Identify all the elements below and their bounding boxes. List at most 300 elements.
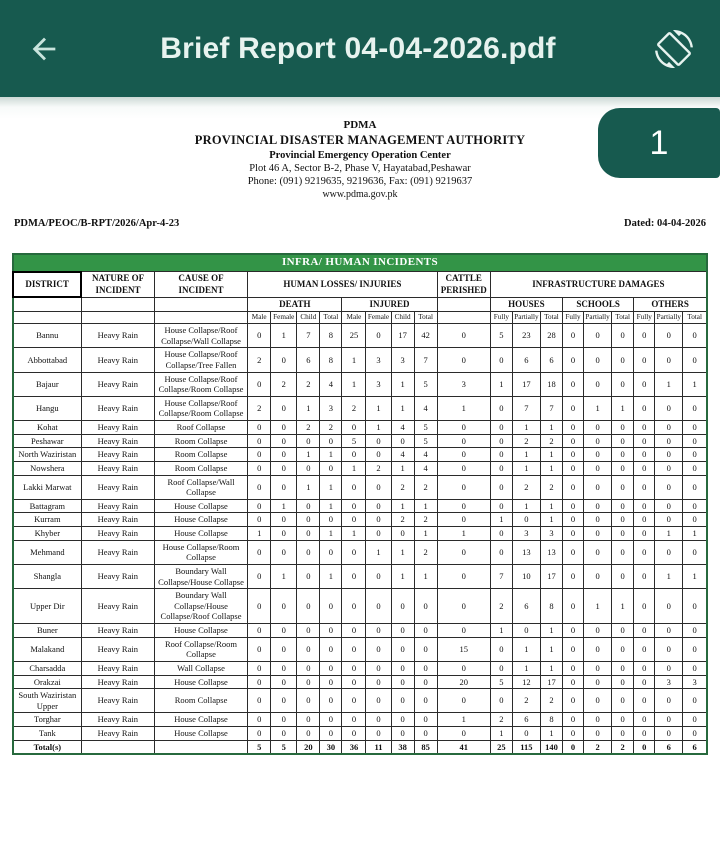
cause-cell: Boundary Wall Collapse/House Collapse/Roof Collapse (154, 589, 247, 624)
death_child-cell: 1 (297, 475, 320, 499)
injured_female-cell: 3 (366, 348, 391, 372)
houses_fully-cell: 0 (490, 434, 512, 448)
district-cell: Buner (13, 624, 81, 638)
houses_partially-cell: 23 (512, 324, 540, 348)
schools_fully-cell: 0 (563, 513, 584, 527)
death_female-cell: 0 (271, 727, 297, 741)
houses_total-cell: 1 (540, 448, 562, 462)
death_female-cell: 1 (271, 564, 297, 588)
header-others-partially: Partially (655, 312, 683, 324)
others_partially-cell: 0 (655, 540, 683, 564)
injured_total-cell: 4 (414, 461, 437, 475)
houses_total-cell: 1 (540, 637, 562, 661)
houses_partially-cell: 13 (512, 540, 540, 564)
injured_total-cell: 0 (414, 589, 437, 624)
houses_fully-cell: 0 (490, 421, 512, 435)
others_total-cell: 0 (683, 434, 707, 448)
death_total-cell: 1 (320, 448, 342, 462)
schools_partially-cell: 0 (584, 499, 612, 513)
injured_male-cell: 0 (342, 448, 366, 462)
header-cattle: CATTLE PERISHED (437, 272, 490, 298)
death_male-cell: 0 (248, 689, 271, 713)
injured_child-cell: 4 (391, 421, 414, 435)
death_child-cell: 0 (297, 661, 320, 675)
injured_female-cell: 0 (366, 564, 391, 588)
incident-table-foot (13, 740, 707, 754)
injured_male-cell: 0 (342, 540, 366, 564)
others_fully-cell: 0 (634, 448, 655, 462)
cause-cell: Roof Collapse/Wall Collapse (154, 475, 247, 499)
others_total-cell: 1 (683, 372, 707, 396)
district-cell: Khyber (13, 527, 81, 541)
death_total-cell: 2 (320, 421, 342, 435)
district-cell: Kohat (13, 421, 81, 435)
district-cell: Bannu (13, 324, 81, 348)
header-houses: HOUSES (490, 297, 562, 311)
death_female-cell: 0 (271, 675, 297, 689)
injured_female-cell: 0 (366, 527, 391, 541)
district-cell: Orakzai (13, 675, 81, 689)
injured_male-cell: 0 (342, 499, 366, 513)
cause-cell: Roof Collapse/Room Collapse (154, 637, 247, 661)
nature-cell: Heavy Rain (81, 689, 154, 713)
death_male-cell: 0 (248, 589, 271, 624)
injured_child-cell: 0 (391, 589, 414, 624)
schools_fully-cell: 0 (563, 396, 584, 420)
death_male-cell: 0 (248, 434, 271, 448)
district-cell: Mehmand (13, 540, 81, 564)
cause-cell: House Collapse/Roof Collapse/Wall Collapse (154, 324, 247, 348)
houses_partially-cell: 17 (512, 372, 540, 396)
others_fully-cell: 0 (634, 727, 655, 741)
houses_partially-cell: 10 (512, 564, 540, 588)
death_male-cell: 0 (248, 372, 271, 396)
district-cell: Hangu (13, 396, 81, 420)
rotate-screen-button[interactable] (650, 25, 698, 73)
schools_total-cell: 0 (612, 475, 634, 499)
injured_male-cell: 0 (342, 475, 366, 499)
table-row (13, 675, 707, 689)
injured_total-cell: 0 (414, 624, 437, 638)
death_female-cell: 0 (271, 448, 297, 462)
schools_total-cell: 0 (612, 637, 634, 661)
nature-cell: Heavy Rain (81, 461, 154, 475)
death_total-cell: 0 (320, 540, 342, 564)
district-cell: Abbottabad (13, 348, 81, 372)
death_male-cell: 0 (248, 324, 271, 348)
table-row (13, 564, 707, 588)
cattle_perished-cell: 0 (437, 564, 490, 588)
others_total-cell: 0 (683, 324, 707, 348)
header-district: DISTRICT (13, 272, 81, 298)
back-button[interactable] (22, 27, 66, 71)
death_female-cell: 0 (271, 713, 297, 727)
others_fully-cell: 0 (634, 675, 655, 689)
injured_total-cell: 5 (414, 434, 437, 448)
schools_partially-cell: 0 (584, 448, 612, 462)
schools_total-cell: 0 (612, 713, 634, 727)
totals-label-cell: Total(s) (13, 740, 81, 754)
death_total-cell: 0 (320, 689, 342, 713)
schools_total-cell: 0 (612, 348, 634, 372)
header-spacer (437, 297, 490, 311)
cattle_perished-cell: 0 (437, 475, 490, 499)
death_male-cell: 0 (248, 421, 271, 435)
injured_male-cell: 0 (342, 689, 366, 713)
schools_fully-cell: 0 (563, 624, 584, 638)
header-injured-female: Female (366, 312, 391, 324)
houses_fully-cell: 2 (490, 589, 512, 624)
others_partially-cell: 0 (655, 396, 683, 420)
death_male-cell: 0 (248, 499, 271, 513)
injured_child-cell: 0 (391, 713, 414, 727)
injured_total-cell: 2 (414, 513, 437, 527)
injured_total-cell: 1 (414, 527, 437, 541)
nature-cell: Heavy Rain (81, 589, 154, 624)
cause-cell: House Collapse (154, 527, 247, 541)
nature-cell: Heavy Rain (81, 675, 154, 689)
injured_female-cell: 0 (366, 713, 391, 727)
injured_total-cell: 0 (414, 727, 437, 741)
houses_total-total-cell: 140 (540, 740, 562, 754)
others_total-cell: 0 (683, 396, 707, 420)
others_total-cell: 0 (683, 348, 707, 372)
injured_male-cell: 1 (342, 527, 366, 541)
nature-cell: Heavy Rain (81, 727, 154, 741)
houses_total-cell: 1 (540, 513, 562, 527)
death_male-cell: 2 (248, 396, 271, 420)
injured_child-cell: 2 (391, 475, 414, 499)
injured_female-cell: 0 (366, 689, 391, 713)
cause-cell: House Collapse/Roof Collapse/Tree Fallen (154, 348, 247, 372)
header-death: DEATH (248, 297, 342, 311)
schools_total-cell: 0 (612, 564, 634, 588)
houses_fully-cell: 0 (490, 448, 512, 462)
app-bar (0, 0, 720, 97)
district-cell: Charsadda (13, 661, 81, 675)
houses_fully-cell: 0 (490, 661, 512, 675)
death_total-cell: 0 (320, 727, 342, 741)
table-row (13, 396, 707, 420)
schools_total-cell: 0 (612, 540, 634, 564)
table-row (13, 513, 707, 527)
injured_female-cell: 0 (366, 589, 391, 624)
others_fully-cell: 0 (634, 589, 655, 624)
death_child-cell: 0 (297, 689, 320, 713)
death_male-cell: 0 (248, 461, 271, 475)
death_total-cell: 1 (320, 499, 342, 513)
houses_partially-cell: 3 (512, 527, 540, 541)
death_total-cell: 3 (320, 396, 342, 420)
cause-cell: House Collapse (154, 675, 247, 689)
death_male-cell: 0 (248, 624, 271, 638)
arrow-left-icon (27, 32, 61, 66)
cattle_perished-total-cell: 41 (437, 740, 490, 754)
schools_fully-cell: 0 (563, 540, 584, 564)
schools_fully-cell: 0 (563, 689, 584, 713)
schools_total-cell: 0 (612, 527, 634, 541)
schools_total-cell: 0 (612, 513, 634, 527)
nature-cell: Heavy Rain (81, 624, 154, 638)
schools_partially-cell: 0 (584, 624, 612, 638)
header-death-total: Total (320, 312, 342, 324)
others_partially-cell: 1 (655, 527, 683, 541)
table-row (13, 624, 707, 638)
cattle_perished-cell: 1 (437, 396, 490, 420)
injured_female-cell: 1 (366, 396, 391, 420)
table-row (13, 475, 707, 499)
houses_total-cell: 2 (540, 475, 562, 499)
table-row (13, 372, 707, 396)
houses_fully-cell: 0 (490, 540, 512, 564)
district-cell: Malakand (13, 637, 81, 661)
others_partially-cell: 0 (655, 513, 683, 527)
schools_fully-total-cell: 0 (563, 740, 584, 754)
district-cell: Shangla (13, 564, 81, 588)
death_child-cell: 6 (297, 348, 320, 372)
screen-rotation-icon (655, 30, 693, 68)
schools_partially-cell: 0 (584, 540, 612, 564)
header-human-losses: HUMAN LOSSES/ INJURIES (248, 272, 438, 298)
table-row (13, 527, 707, 541)
schools_partially-cell: 0 (584, 372, 612, 396)
death_female-cell: 0 (271, 624, 297, 638)
others_total-cell: 0 (683, 589, 707, 624)
others_partially-cell: 0 (655, 448, 683, 462)
death_male-cell: 1 (248, 527, 271, 541)
others_fully-cell: 0 (634, 372, 655, 396)
houses_partially-cell: 1 (512, 637, 540, 661)
schools_total-cell: 0 (612, 448, 634, 462)
houses_partially-cell: 0 (512, 727, 540, 741)
injured_female-cell: 0 (366, 727, 391, 741)
others_total-cell: 0 (683, 461, 707, 475)
district-cell: Battagram (13, 499, 81, 513)
death_child-cell: 0 (297, 624, 320, 638)
houses_total-cell: 2 (540, 434, 562, 448)
injured_male-cell: 0 (342, 713, 366, 727)
nature-cell: Heavy Rain (81, 396, 154, 420)
injured_female-cell: 0 (366, 324, 391, 348)
schools_partially-cell: 0 (584, 348, 612, 372)
injured_child-cell: 1 (391, 540, 414, 564)
schools_fully-cell: 0 (563, 324, 584, 348)
death_total-cell: 0 (320, 713, 342, 727)
nature-cell: Heavy Rain (81, 434, 154, 448)
header-injured-male: Male (342, 312, 366, 324)
others_partially-cell: 0 (655, 324, 683, 348)
schools_partially-cell: 0 (584, 421, 612, 435)
table-row (13, 421, 707, 435)
others_total-cell: 0 (683, 499, 707, 513)
schools_fully-cell: 0 (563, 348, 584, 372)
header-death-child: Child (297, 312, 320, 324)
death_child-cell: 0 (297, 461, 320, 475)
injured_female-cell: 0 (366, 661, 391, 675)
injured_male-cell: 1 (342, 348, 366, 372)
houses_fully-cell: 5 (490, 324, 512, 348)
table-row (13, 499, 707, 513)
others_partially-cell: 0 (655, 589, 683, 624)
table-row (13, 540, 707, 564)
others_partially-cell: 0 (655, 727, 683, 741)
table-banner: INFRA/ HUMAN INCIDENTS (13, 254, 707, 272)
death_female-cell: 0 (271, 421, 297, 435)
death_child-cell: 0 (297, 589, 320, 624)
others_partially-cell: 0 (655, 637, 683, 661)
death_male-cell: 0 (248, 727, 271, 741)
houses_total-cell: 17 (540, 564, 562, 588)
table-row (13, 589, 707, 624)
death_total-cell: 8 (320, 324, 342, 348)
others_total-cell: 0 (683, 637, 707, 661)
death_male-cell: 0 (248, 564, 271, 588)
others_fully-cell: 0 (634, 421, 655, 435)
schools_partially-cell: 0 (584, 661, 612, 675)
nature-cell: Heavy Rain (81, 324, 154, 348)
cause-cell: Wall Collapse (154, 661, 247, 675)
schools_total-cell: 1 (612, 589, 634, 624)
death_total-cell: 1 (320, 527, 342, 541)
others_total-cell: 0 (683, 727, 707, 741)
death_female-cell: 0 (271, 689, 297, 713)
death_female-cell: 1 (271, 499, 297, 513)
houses_partially-cell: 2 (512, 434, 540, 448)
others_partially-cell: 0 (655, 434, 683, 448)
cattle_perished-cell: 0 (437, 727, 490, 741)
others_total-cell: 1 (683, 527, 707, 541)
houses_fully-cell: 0 (490, 348, 512, 372)
injured_total-cell: 42 (414, 324, 437, 348)
injured_total-cell: 4 (414, 448, 437, 462)
death_child-cell: 0 (297, 434, 320, 448)
death_male-cell: 0 (248, 713, 271, 727)
injured_male-cell: 0 (342, 624, 366, 638)
houses_fully-cell: 0 (490, 637, 512, 661)
death_child-cell: 1 (297, 448, 320, 462)
header-death-male: Male (248, 312, 271, 324)
death_female-cell: 0 (271, 434, 297, 448)
injured_child-cell: 2 (391, 513, 414, 527)
header-injured-total: Total (414, 312, 437, 324)
schools_partially-cell: 0 (584, 461, 612, 475)
injured_child-cell: 0 (391, 675, 414, 689)
org-short-name: PDMA (343, 119, 377, 131)
houses_total-cell: 6 (540, 348, 562, 372)
nature-cell: Heavy Rain (81, 564, 154, 588)
injured_total-cell: 0 (414, 675, 437, 689)
schools_partially-cell: 1 (584, 589, 612, 624)
others_fully-cell: 0 (634, 637, 655, 661)
houses_partially-cell: 1 (512, 421, 540, 435)
others_partially-cell: 0 (655, 461, 683, 475)
injured_total-cell: 1 (414, 564, 437, 588)
houses_total-cell: 2 (540, 689, 562, 713)
others_fully-cell: 0 (634, 661, 655, 675)
schools_total-cell: 0 (612, 421, 634, 435)
death_female-cell: 1 (271, 324, 297, 348)
schools_fully-cell: 0 (563, 461, 584, 475)
injured_male-cell: 25 (342, 324, 366, 348)
others_fully-cell: 0 (634, 396, 655, 420)
cattle_perished-cell: 0 (437, 589, 490, 624)
others_total-cell: 1 (683, 564, 707, 588)
schools_partially-cell: 0 (584, 434, 612, 448)
others_total-cell: 3 (683, 675, 707, 689)
houses_fully-cell: 0 (490, 499, 512, 513)
death_child-cell: 0 (297, 675, 320, 689)
injured_female-cell: 2 (366, 461, 391, 475)
schools_fully-cell: 0 (563, 727, 584, 741)
death_child-cell: 0 (297, 540, 320, 564)
injured_child-cell: 4 (391, 448, 414, 462)
injured_female-cell: 0 (366, 675, 391, 689)
injured_total-cell: 0 (414, 637, 437, 661)
houses_total-cell: 13 (540, 540, 562, 564)
death_child-cell: 2 (297, 421, 320, 435)
injured_female-cell: 0 (366, 475, 391, 499)
houses_total-cell: 1 (540, 421, 562, 435)
others_total-cell: 0 (683, 475, 707, 499)
others_fully-cell: 0 (634, 348, 655, 372)
cattle_perished-cell: 0 (437, 434, 490, 448)
death_total-cell: 8 (320, 348, 342, 372)
houses_partially-cell: 7 (512, 396, 540, 420)
incidents-table-wrap (12, 253, 708, 755)
death_child-cell: 0 (297, 499, 320, 513)
death_female-cell: 0 (271, 589, 297, 624)
header-spacer (13, 297, 81, 311)
cause-cell: House Collapse (154, 727, 247, 741)
houses_total-cell: 1 (540, 727, 562, 741)
injured_total-cell: 2 (414, 540, 437, 564)
injured_child-cell: 3 (391, 348, 414, 372)
schools_total-cell: 0 (612, 727, 634, 741)
injured_male-cell: 0 (342, 675, 366, 689)
cause-cell: House Collapse (154, 624, 247, 638)
schools_partially-cell: 0 (584, 324, 612, 348)
incidents-table (12, 253, 708, 755)
others_fully-cell: 0 (634, 461, 655, 475)
nature-cell: Heavy Rain (81, 540, 154, 564)
houses_partially-cell: 1 (512, 461, 540, 475)
cause-cell: Roof Collapse (154, 421, 247, 435)
reference-row (0, 218, 720, 229)
others_partially-cell: 0 (655, 475, 683, 499)
others_total-cell: 0 (683, 713, 707, 727)
cattle_perished-cell: 1 (437, 527, 490, 541)
injured_total-cell: 0 (414, 689, 437, 713)
cattle_perished-cell: 15 (437, 637, 490, 661)
header-schools: SCHOOLS (563, 297, 634, 311)
district-cell: Kurram (13, 513, 81, 527)
injured_total-cell: 1 (414, 499, 437, 513)
injured_total-cell: 5 (414, 421, 437, 435)
website-line: www.pdma.gov.pk (322, 189, 398, 200)
death_male-cell: 0 (248, 675, 271, 689)
houses_total-cell: 18 (540, 372, 562, 396)
death_male-cell: 0 (248, 637, 271, 661)
death_total-cell: 0 (320, 589, 342, 624)
death_male-cell: 2 (248, 348, 271, 372)
cause-cell: Boundary Wall Collapse/House Collapse (154, 564, 247, 588)
injured_child-cell: 1 (391, 396, 414, 420)
schools_total-cell: 0 (612, 689, 634, 713)
nature-cell: Heavy Rain (81, 499, 154, 513)
death_male-cell: 0 (248, 540, 271, 564)
nature-cell: Heavy Rain (81, 661, 154, 675)
injured_total-cell: 7 (414, 348, 437, 372)
